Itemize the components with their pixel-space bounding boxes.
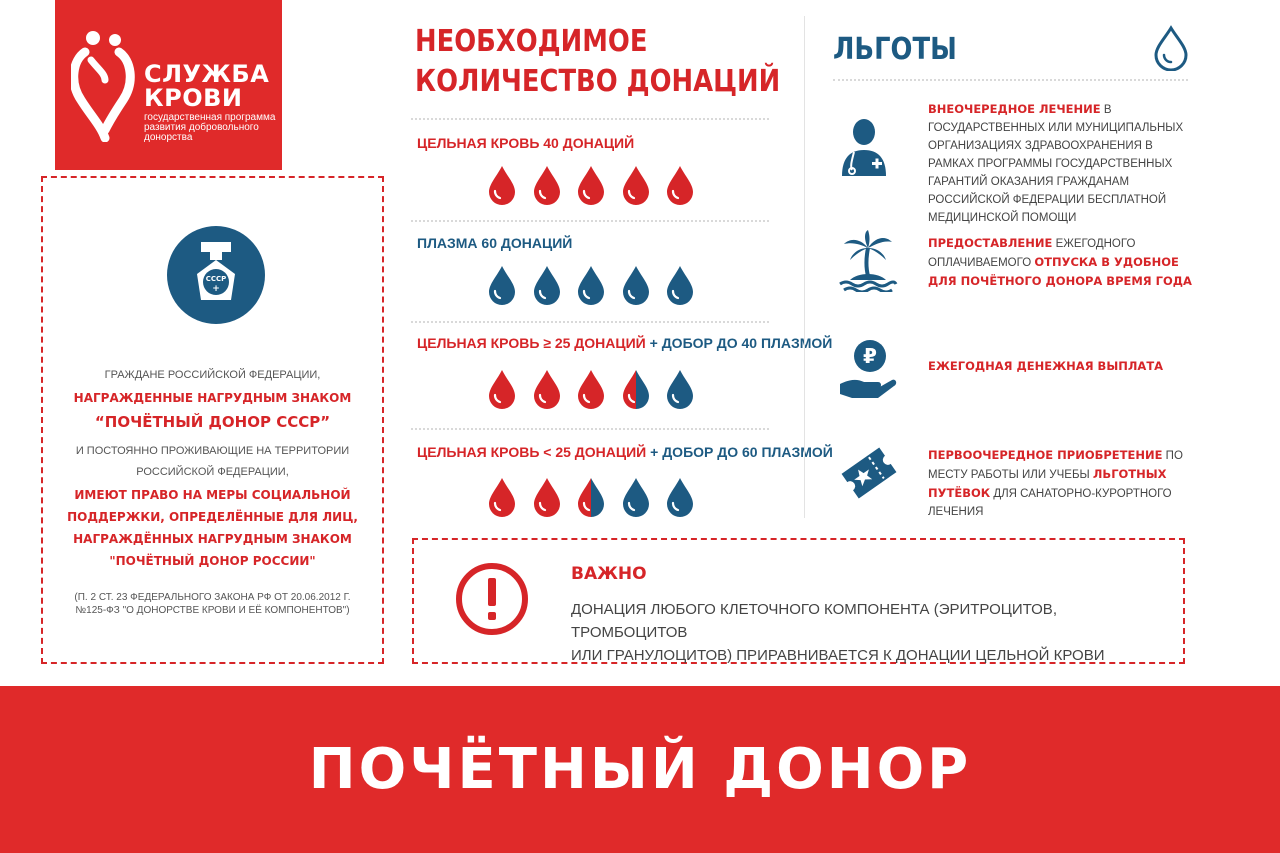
water-drop-icon — [1152, 25, 1190, 71]
soviet-medal-icon — [167, 226, 265, 324]
donation-row-label-main: ЦЕЛЬНАЯ КРОВЬ ≥ 25 ДОНАЦИЙ — [417, 335, 646, 351]
logo-name-line2: КРОВИ — [144, 84, 243, 112]
blood-drop-icon — [531, 164, 563, 206]
svg-text:+: + — [212, 284, 220, 294]
benefit-text: ПРЕДОСТАВЛЕНИЕ ЕЖЕГОДНОГО ОПЛАЧИВАЕМОГО ОТПУСКА В УДОБНОЕ ДЛЯ ПОЧЁТНОГО ДОНОРА ВРЕМЯ ГОДА — [928, 236, 1192, 288]
donation-row-label — [417, 444, 833, 460]
plasma-drop-icon — [620, 476, 652, 518]
blood-drop-icon — [664, 164, 696, 206]
divider — [411, 321, 769, 323]
donations-title-line1: НЕОБХОДИМОЕ — [415, 24, 648, 59]
eligibility-panel — [41, 176, 384, 664]
heart-logo-icon — [71, 30, 141, 142]
plasma-drop-icon — [486, 264, 518, 306]
law-note-line2: №125-ФЗ "О ДОНОРСТВЕ КРОВИ И ЕЁ КОМПОНЕНТОВ") — [75, 605, 350, 616]
important-line2: ИЛИ ГРАНУЛОЦИТОВ) ПРИРАВНИВАЕТСЯ К ДОНАЦИИ ЦЕЛЬНОЙ КРОВИ — [571, 647, 1105, 664]
divider — [411, 220, 769, 222]
divider — [833, 79, 1188, 81]
blood-drop-icon — [531, 476, 563, 518]
donation-row-label — [417, 135, 634, 151]
ruble-hand-icon — [838, 338, 898, 400]
doctor-icon — [838, 114, 890, 178]
donation-row-label-main: ЦЕЛЬНАЯ КРОВЬ 40 ДОНАЦИЙ — [417, 135, 635, 151]
important-text — [571, 598, 1161, 667]
benefit-text: ВНЕОЧЕРЕДНОЕ ЛЕЧЕНИЕ В ГОСУДАРСТВЕННЫХ ИЛИ МУНИЦИПАЛЬНЫХ ОРГАНИЗАЦИЯХ ЗДРАВООХРАНЕНИЯ В РАМКАХ ПРОГРАММЫ ГОСУДАРСТВЕННЫХ ГАРАНТИЙ ОКАЗАНИЯ ГРАЖДАНАМ РОССИЙСКОЙ ФЕДЕРАЦИИ БЕСПЛАТНОЙ МЕДИЦИНСКОЙ ПОМОЩИ — [928, 102, 1184, 224]
law-note-line1: (П. 2 СТ. 23 ФЕДЕРАЛЬНОГО ЗАКОНА РФ ОТ 20.06.2012 Г. — [74, 592, 351, 603]
eligibility-line6: ИМЕЮТ ПРАВО НА МЕРЫ СОЦИАЛЬНОЙ — [74, 488, 351, 502]
benefit-highlight: ЕЖЕГОДНАЯ ДЕНЕЖНАЯ ВЫПЛАТА — [928, 359, 1164, 373]
blood-drop-icon — [486, 368, 518, 410]
important-title: ВАЖНО — [571, 564, 647, 584]
palm-island-icon — [838, 228, 898, 292]
mixed-drop-icon — [575, 476, 607, 518]
blood-drop-icon — [575, 368, 607, 410]
svg-text:₽: ₽ — [863, 344, 877, 368]
plasma-drop-icon — [620, 264, 652, 306]
benefit-text: ПЕРВООЧЕРЕДНОЕ ПРИОБРЕТЕНИЕ ПО МЕСТУ РАБОТЫ ИЛИ УЧЕБЫ ЛЬГОТНЫХ ПУТЁВОК ДЛЯ САНАТОРНО-КУРОРТНОГО ЛЕЧЕНИЯ — [928, 448, 1183, 518]
benefit-highlight: ПЕРВООЧЕРЕДНОЕ ПРИОБРЕТЕНИЕ — [928, 448, 1163, 462]
important-line1: ДОНАЦИЯ ЛЮБОГО КЛЕТОЧНОГО КОМПОНЕНТА (ЭРИТРОЦИТОВ, ТРОМБОЦИТОВ — [571, 601, 1057, 641]
plasma-drop-icon — [664, 264, 696, 306]
benefit-text — [928, 357, 1198, 376]
banner-title: ПОЧЁТНЫЙ ДОНОР — [308, 737, 972, 802]
eligibility-line9: "ПОЧЁТНЫЙ ДОНОР РОССИИ" — [109, 554, 316, 568]
eligibility-line5: РОССИЙСКОЙ ФЕДЕРАЦИИ, — [136, 466, 289, 478]
donations-title — [415, 22, 780, 102]
plasma-drop-icon — [531, 264, 563, 306]
blood-drop-icon — [575, 164, 607, 206]
exclamation-icon — [455, 562, 529, 636]
eligibility-line4: И ПОСТОЯННО ПРОЖИВАЮЩИЕ НА ТЕРРИТОРИИ — [75, 445, 350, 457]
logo-tagline: государственная программа развития добровольного донорства — [144, 112, 276, 143]
blood-drop-icon — [486, 476, 518, 518]
donation-row-label-extra: + ДОБОР ДО 40 ПЛАЗМОЙ — [645, 335, 833, 351]
eligibility-line3: “ПОЧЁТНЫЙ ДОНОР СССР” — [94, 413, 331, 431]
benefit-highlight: ВНЕОЧЕРЕДНОЕ ЛЕЧЕНИЕ — [928, 102, 1101, 116]
divider — [411, 428, 769, 430]
ticket-icon — [838, 442, 900, 504]
column-separator — [804, 16, 805, 518]
blood-drop-icon — [620, 164, 652, 206]
donations-title-line2: КОЛИЧЕСТВО ДОНАЦИЙ — [415, 64, 781, 99]
donation-row-label — [417, 235, 572, 251]
donation-row-label-main: ПЛАЗМА 60 ДОНАЦИЙ — [417, 235, 573, 251]
eligibility-line8: НАГРАЖДЁННЫХ НАГРУДНЫМ ЗНАКОМ — [73, 532, 352, 546]
donation-row-label-extra: + ДОБОР ДО 60 ПЛАЗМОЙ — [646, 444, 833, 460]
medal-label: СССР — [205, 275, 227, 283]
divider — [411, 118, 769, 120]
benefit-highlight: ПРЕДОСТАВЛЕНИЕ — [928, 236, 1053, 250]
benefits-title: ЛЬГОТЫ — [833, 32, 957, 67]
donation-row-label — [417, 335, 832, 351]
blood-drop-icon — [531, 368, 563, 410]
donation-row-label-main: ЦЕЛЬНАЯ КРОВЬ < 25 ДОНАЦИЙ — [417, 444, 647, 460]
eligibility-line2: НАГРАЖДЕННЫЕ НАГРУДНЫМ ЗНАКОМ — [73, 391, 352, 405]
plasma-drop-icon — [575, 264, 607, 306]
plasma-drop-icon — [664, 368, 696, 410]
logo-block — [55, 0, 282, 170]
mixed-drop-icon — [620, 368, 652, 410]
bottom-banner — [0, 686, 1280, 853]
eligibility-line1: ГРАЖДАНЕ РОССИЙСКОЙ ФЕДЕРАЦИИ, — [104, 369, 321, 381]
eligibility-line7: ПОДДЕРЖКИ, ОПРЕДЕЛЁННЫЕ ДЛЯ ЛИЦ, — [67, 510, 358, 524]
blood-drop-icon — [486, 164, 518, 206]
logo-name-line1: СЛУЖБА — [144, 60, 270, 88]
important-notice — [412, 538, 1185, 664]
plasma-drop-icon — [664, 476, 696, 518]
